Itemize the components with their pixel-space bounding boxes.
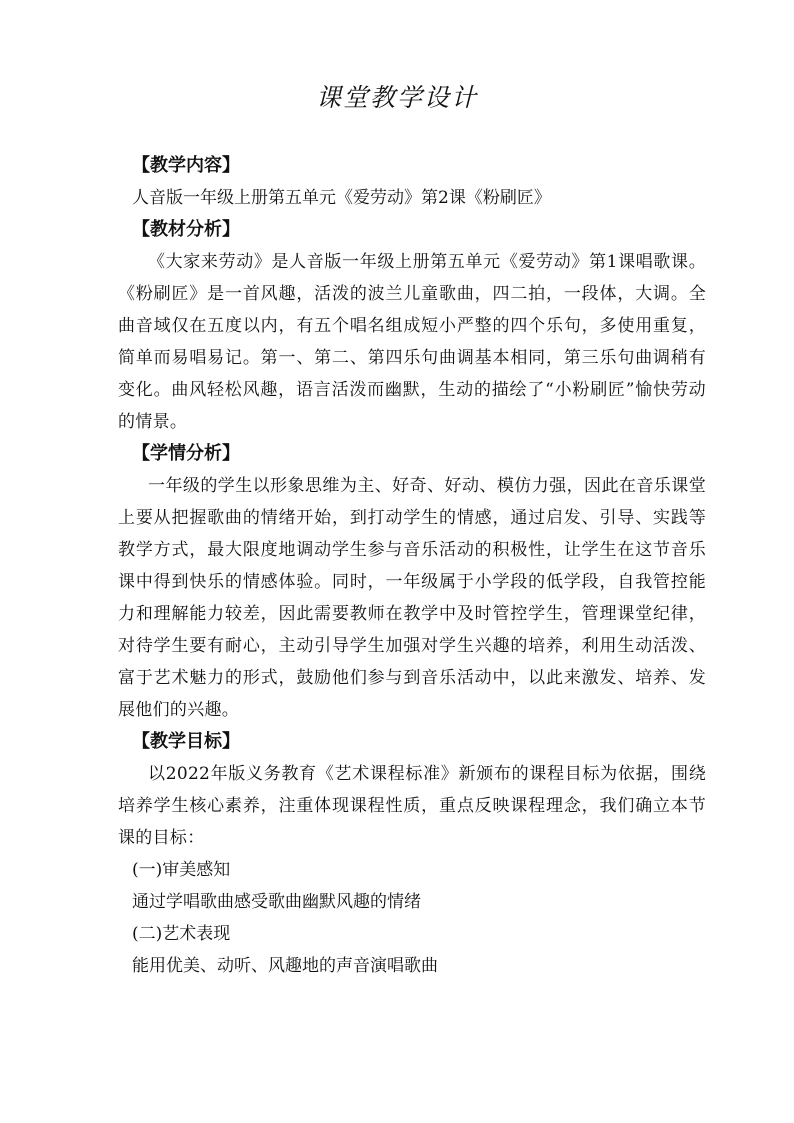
goal-item-label-2: (二)艺术表现 xyxy=(132,924,231,944)
goal-item-text-2: 能用优美、动听、风趣地的声音演唱歌曲 xyxy=(132,956,438,976)
document-body xyxy=(118,150,706,982)
page-title: 课堂教学设计 xyxy=(315,83,478,112)
section-heading-goals: 【教学目标】 xyxy=(132,731,240,752)
goals-paragraph: 以2022年版义务教育《艺术课程标准》新颁布的课程目标为依据，围绕培养学生核心素养，注重体现课程性质，重点反映课程理念，我们确立本节课的目标： xyxy=(118,764,706,848)
section-heading-students: 【学情分析】 xyxy=(132,443,240,464)
students-paragraph: 一年级的学生以形象思维为主、好奇、好动、模仿力强，因此在音乐课堂上要从把握歌曲的情绪开始，到打动学生的情感，通过启发、引导、实践等教学方式，最大限度地调动学生参与音乐活动的积极性，让学生在这节音乐课中得到快乐的情感体验。同时，一年级属于小学段的低学段，自我管控能力和理解能力较差，因此需要教师在教学中及时管控学生，管理课堂纪律，对待学生要有耐心，主动引导学生加强对学生兴趣的培养，利用生动活泼、富于艺术魅力的形式，鼓励他们参与到音乐活动中，以此来激发、培养、发展他们的兴趣。 xyxy=(118,476,706,720)
content-line: 人音版一年级上册第五单元《爱劳动》第2课《粉刷匠》 xyxy=(132,188,551,208)
goal-item-label-1: (一)审美感知 xyxy=(132,860,231,880)
material-paragraph: 《大家来劳动》是人音版一年级上册第五单元《爱劳动》第1课唱歌课。《粉刷匠》是一首风趣，活泼的波兰儿童歌曲，四二拍，一段体，大调。全曲音域仅在五度以内，有五个唱名组成短小严整的四个乐句，多使用重复，简单而易唱易记。第一、第二、第四乐句曲调基本相同，第三乐句曲调稍有变化。曲风轻松风趣，语言活泼而幽默，生动的描绘了“小粉刷匠”愉快劳动的情景。 xyxy=(118,252,706,432)
section-heading-content: 【教学内容】 xyxy=(132,155,240,176)
goal-item-text-1: 通过学唱歌曲感受歌曲幽默风趣的情绪 xyxy=(132,892,421,912)
section-heading-material: 【教材分析】 xyxy=(132,219,240,240)
